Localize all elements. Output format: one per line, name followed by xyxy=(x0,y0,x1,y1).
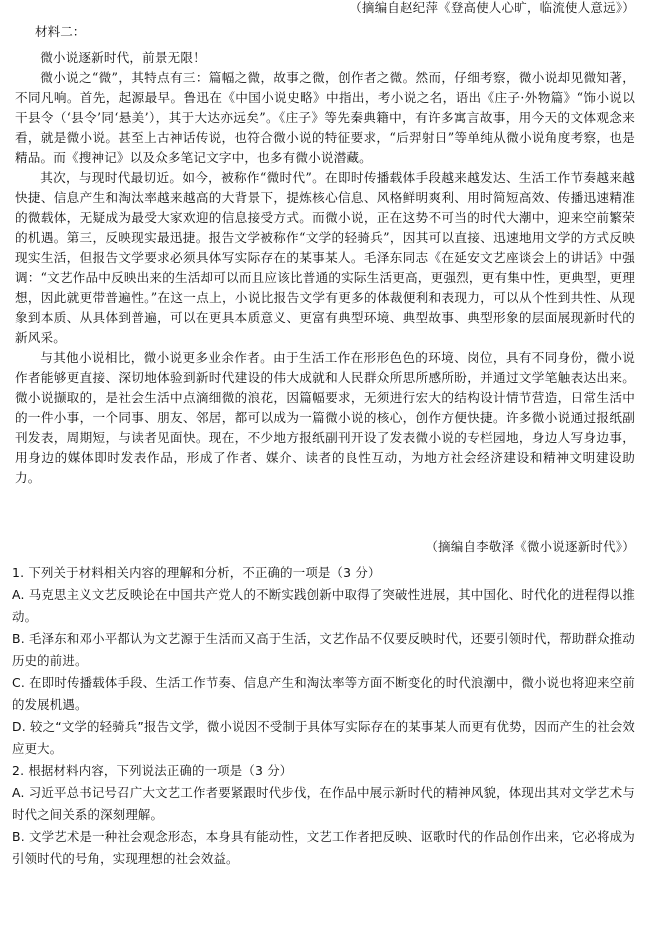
material-2-slogan: 微小说逐新时代，前景无限！ xyxy=(40,50,206,65)
material-2-paragraph: 其次，与现时代最切近。如今，被称作“微时代”。在即时传播载体手段越来越发达、生活工作节奏越来越快捷、信息产生和淘汰率越来越高的大背景下，提炼核心信息、风格鲜明爽利、用时简短高效、传播迅速精准的微载体，无疑成为最受大家欢迎的信息接受方式。而微小说，正在这势不可当的时代大潮中，迎来空前繁荣的机遇。第三，反映现实最迅捷。报告文学被称作“文学的轻骑兵”，因其可以直接、迅速地用文学的方式反映现实生活，但报告文学要求必须具体写实际存在的某事某人。毛泽东同志《在延安文艺座谈会上的讲话》中强调：“文艺作品中反映出来的生活却可以而且应该比普通的实际生活更高，更强烈，更有集中性，更典型，更理想，因此就更带普遍性。”在这一点上，小说比报告文学有更多的体裁便利和表现力，可以从个性到共性、从现象到本质、从具体到普遍，可以在更具本质意义、更富有典型环境、典型故事、典型形象的层面展现新时代的新风采。 xyxy=(15,170,635,345)
answer-option: A. 习近平总书记号召广大文艺工作者要紧跟时代步伐，在作品中展示新时代的精神风貌，体现出其对文学艺术与时代之间关系的深刻理解。 xyxy=(12,785,635,822)
source-attribution-top: （摘编自赵纪萍《登高使人心旷，临流使人意远》） xyxy=(349,0,635,15)
material-2-heading: 材料二： xyxy=(35,24,86,39)
material-2-header xyxy=(35,22,85,42)
question-1 xyxy=(12,562,635,760)
material-2-body xyxy=(15,48,635,488)
questions-section xyxy=(12,562,635,870)
question-2 xyxy=(12,760,635,870)
answer-option: A. 马克思主义文艺反映论在中国共产党人的不断实践创新中取得了突破性进展，其中国化、时代化的进程得以推动。 xyxy=(12,587,635,624)
material-2-paragraph: 与其他小说相比，微小说更多业余作者。由于生活工作在形形色色的环境、岗位，具有不同身份，微小说作者能够更直接、深切地体验到新时代建设的伟大成就和人民群众所思所感所盼，并通过文学笔触表达出来。微小说撷取的，是社会生活中点滴细微的浪花，因篇幅要求，无须进行宏大的结构设计情节营造，日常生活中的一件小事，一个同事、朋友、邻居，都可以成为一篇微小说的核心，创作方便快捷。许多微小说通过报纸副刊发表，周期短，与读者见面快。现在，不少地方报纸副刊开设了发表微小说的专栏园地，身边人写身边事，用身边的媒体即时发表作品，形成了作者、媒介、读者的良性互动，为地方社会经济建设和精神文明建设助力。 xyxy=(15,350,635,485)
answer-option: C. 在即时传播载体手段、生活工作节奏、信息产生和淘汰率等方面不断变化的时代浪潮中，微小说也将迎来空前的发展机遇。 xyxy=(12,675,635,712)
source-attribution-material-2: （摘编自李敬泽《微小说逐新时代》） xyxy=(425,539,635,554)
answer-option: B. 毛泽东和邓小平都认为文艺源于生活而又高于生活，文艺作品不仅要反映时代，还要引领时代，帮助群众推动历史的前进。 xyxy=(12,631,635,668)
answer-option: D. 较之“文学的轻骑兵”报告文学，微小说因不受制于具体写实际存在的某事某人而更有优势，因而产生的社会效应更大。 xyxy=(12,719,636,756)
material-2-paragraph: 微小说之“微”，其特点有三：篇幅之微，故事之微，创作者之微。然而，仔细考察，微小说却见微知著，不同凡响。首先，起源最早。鲁迅在《中国小说史略》中指出，考小说之名，语出《庄子·外物篇》“饰小说以干县令（‘县令’同‘悬美’），其于大达亦远矣”。《庄子》等先秦典籍中，有许多寓言故事，用今天的文体观念来看，就是微小说。甚至上古神话传说，也符合微小说的特征要求，“后羿射日”等单纯从微小说角度考察，也是精品。而《搜神记》以及众多笔记文字中，也多有微小说潜藏。 xyxy=(15,70,635,165)
question-stem: 2. 根据材料内容，下列说法正确的一项是（3 分） xyxy=(12,763,293,778)
answer-option: B. 文学艺术是一种社会观念形态，本身具有能动性，文艺工作者把反映、讴歌时代的作品创作出来，它必将成为引领时代的号角，实现理想的社会效益。 xyxy=(12,829,635,866)
question-stem: 1. 下列关于材料相关内容的理解和分析，不正确的一项是（3 分） xyxy=(12,565,381,580)
